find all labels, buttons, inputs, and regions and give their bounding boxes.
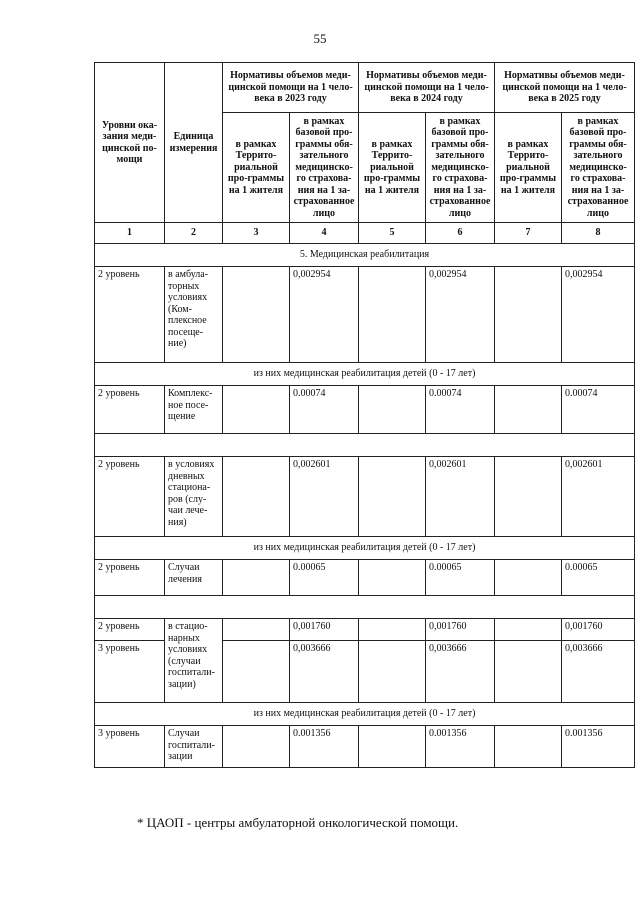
care-level: 3 уровень	[95, 641, 165, 703]
empty-cell	[223, 641, 290, 703]
column-number: 2	[165, 223, 223, 244]
table-row	[95, 267, 635, 363]
empty-cell	[359, 560, 426, 596]
empty-cell	[223, 267, 290, 363]
table-row	[95, 386, 635, 434]
empty-cell	[495, 267, 562, 363]
value-2024: 0.00065	[426, 560, 495, 596]
value-2024: 0,002954	[426, 267, 495, 363]
value-2025: 0,003666	[562, 641, 635, 703]
spacer-row	[95, 596, 635, 619]
value-2024: 0.001356	[426, 726, 495, 768]
children-rehab-note: из них медицинская реабилитация детей (0 - 17 лет)	[95, 537, 635, 560]
header-2025-basic: в рамках базовой про-граммы обя-зательного медицинско-го страхова-ния на 1 за-страхованное лицо	[562, 113, 635, 223]
value-2025: 0.00065	[562, 560, 635, 596]
children-rehab-note: из них медицинская реабилитация детей (0 - 17 лет)	[95, 703, 635, 726]
header-2025-territorial: в рамках Террито-риальной про-граммы на 1 жителя	[495, 113, 562, 223]
header-unit: Единица измерения	[165, 63, 223, 223]
column-number: 8	[562, 223, 635, 244]
empty-cell	[223, 386, 290, 434]
empty-cell	[359, 457, 426, 537]
value-2024: 0,002601	[426, 457, 495, 537]
table-row	[95, 619, 635, 641]
unit: в стацио-нарных условиях (случаи госпитали-зации)	[165, 619, 223, 703]
value-2023: 0,002601	[290, 457, 359, 537]
care-level: 2 уровень	[95, 457, 165, 537]
value-2024: 0,003666	[426, 641, 495, 703]
empty-cell	[359, 726, 426, 768]
care-level: 2 уровень	[95, 560, 165, 596]
value-2023: 0.001356	[290, 726, 359, 768]
column-number: 1	[95, 223, 165, 244]
header-2025: Нормативы объемов меди-цинской помощи на 1 чело-века в 2025 году	[495, 63, 635, 113]
empty-cell	[495, 457, 562, 537]
header-2023-territorial: в рамках Террито-риальной про-граммы на 1 жителя	[223, 113, 290, 223]
value-2023: 0.00074	[290, 386, 359, 434]
column-number: 4	[290, 223, 359, 244]
empty-cell	[495, 619, 562, 641]
unit: Комплекс-ное посе-щение	[165, 386, 223, 434]
table-row	[95, 457, 635, 537]
empty-cell	[359, 267, 426, 363]
value-2025: 0,002601	[562, 457, 635, 537]
empty-cell	[495, 641, 562, 703]
empty-cell	[495, 726, 562, 768]
value-2023: 0.00065	[290, 560, 359, 596]
unit: Случаи лечения	[165, 560, 223, 596]
table-row	[95, 726, 635, 768]
value-2025: 0,002954	[562, 267, 635, 363]
unit: в условиях дневных стациона-ров (слу-чаи лече-ния)	[165, 457, 223, 537]
value-2024: 0.00074	[426, 386, 495, 434]
unit: в амбула-торных условиях (Ком-плексное посеще-ние)	[165, 267, 223, 363]
value-2023: 0,001760	[290, 619, 359, 641]
column-number: 5	[359, 223, 426, 244]
column-number: 6	[426, 223, 495, 244]
empty-cell	[359, 386, 426, 434]
header-2024-basic: в рамках базовой про-граммы обя-зательного медицинско-го страхова-ния на 1 за-страхованное лицо	[426, 113, 495, 223]
empty-cell	[223, 726, 290, 768]
header-2023-basic: в рамках базовой про-граммы обя-зательного медицинско-го страхова-ния на 1 за-страхованное лицо	[290, 113, 359, 223]
value-2025: 0,001760	[562, 619, 635, 641]
empty-cell	[495, 386, 562, 434]
table-row	[95, 560, 635, 596]
care-level: 3 уровень	[95, 726, 165, 768]
empty-cell	[495, 560, 562, 596]
children-rehab-note: из них медицинская реабилитация детей (0 - 17 лет)	[95, 363, 635, 386]
empty-cell	[223, 619, 290, 641]
empty-cell	[223, 560, 290, 596]
empty-cell	[359, 641, 426, 703]
care-level: 2 уровень	[95, 619, 165, 641]
value-2023: 0,003666	[290, 641, 359, 703]
header-2024-territorial: в рамках Террито-риальной про-граммы на 1 жителя	[359, 113, 426, 223]
care-level: 2 уровень	[95, 386, 165, 434]
empty-cell	[223, 457, 290, 537]
norms-table	[94, 62, 635, 768]
footnote: * ЦАОП - центры амбулаторной онкологической помощи.	[137, 815, 459, 830]
header-2023: Нормативы объемов меди-цинской помощи на 1 чело-века в 2023 году	[223, 63, 359, 113]
value-2025: 0.00074	[562, 386, 635, 434]
page-number: 55	[313, 31, 327, 46]
care-level: 2 уровень	[95, 267, 165, 363]
section-title: 5. Медицинская реабилитация	[95, 244, 635, 267]
value-2023: 0,002954	[290, 267, 359, 363]
value-2025: 0.001356	[562, 726, 635, 768]
header-2024: Нормативы объемов меди-цинской помощи на 1 чело-века в 2024 году	[359, 63, 495, 113]
value-2024: 0,001760	[426, 619, 495, 641]
column-number: 3	[223, 223, 290, 244]
unit: Случаи госпитали-зации	[165, 726, 223, 768]
empty-cell	[359, 619, 426, 641]
header-care-level: Уровни ока-зания меди-цинской по-мощи	[95, 63, 165, 223]
spacer-row	[95, 434, 635, 457]
column-number: 7	[495, 223, 562, 244]
